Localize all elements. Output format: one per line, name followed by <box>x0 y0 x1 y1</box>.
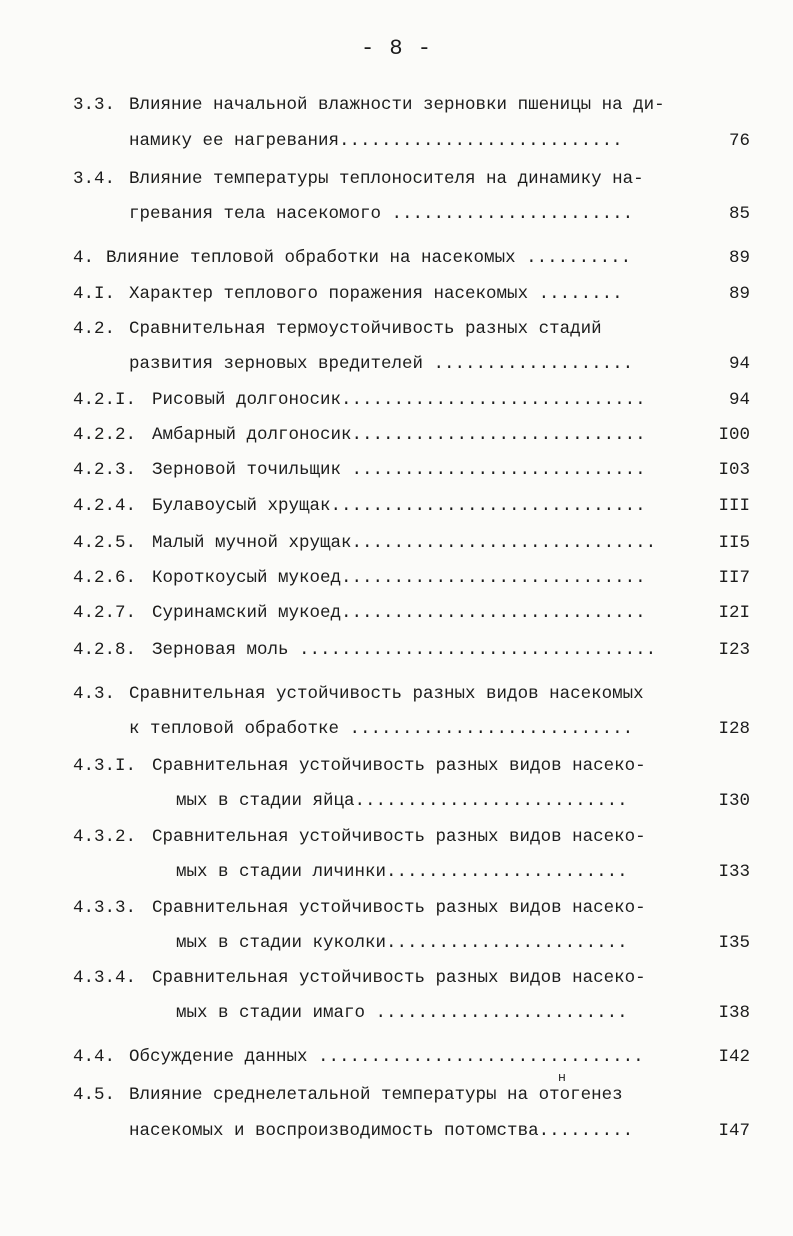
page-number: - 8 - <box>360 36 432 61</box>
toc-page-number: I35 <box>718 933 750 953</box>
toc-entry-title: Малый мучной хрущак............................. <box>152 533 657 553</box>
toc-entry-title-cont: намику ее нагревания........................... <box>129 131 623 151</box>
toc-entry-title: Сравнительная термоустойчивость разных стадий <box>129 319 602 339</box>
toc-entry-title-cont: мых в стадии имаго ........................ <box>176 1003 628 1023</box>
toc-entry-title: Сравнительная устойчивость разных видов насеко- <box>152 898 646 918</box>
toc-entry-title: Амбарный долгоносик............................ <box>152 425 646 445</box>
toc-page-number: 89 <box>728 284 750 304</box>
toc-entry-title-cont: развития зерновых вредителей ................... <box>129 354 634 374</box>
toc-page-number: I23 <box>718 640 750 660</box>
toc-entry-number: 4.2.6. <box>73 568 137 588</box>
toc-entry-number: 4.4. <box>73 1047 116 1067</box>
toc-entry-title: Сравнительная устойчивость разных видов насеко- <box>152 968 646 988</box>
toc-entry-title: Характер теплового поражения насекомых ........ <box>129 284 623 304</box>
toc-entry-title: Рисовый долгоносик............................. <box>152 390 646 410</box>
toc-entry-title-cont: мых в стадии личинки....................... <box>176 862 628 882</box>
toc-page-number: I47 <box>718 1121 750 1141</box>
toc-entry-title: Короткоусый мукоед............................. <box>152 568 646 588</box>
toc-entry-number: 4.2.5. <box>73 533 137 553</box>
toc-entry-number: 4. <box>73 248 95 268</box>
toc-page-number: III <box>718 496 750 516</box>
toc-entry-title: Зерновой точильщик ............................ <box>152 460 646 480</box>
toc-entry-title: Влияние тепловой обработки на насекомых .......... <box>106 248 632 268</box>
toc-page-number: 89 <box>728 248 750 268</box>
toc-entry-number: 4.3.3. <box>73 898 137 918</box>
toc-page-number: I38 <box>718 1003 750 1023</box>
toc-entry-title: Обсуждение данных ............................... <box>129 1047 644 1067</box>
toc-entry-number: 4.2.7. <box>73 603 137 623</box>
toc-entry-number: 3.3. <box>73 95 116 115</box>
toc-entry-number: 4.5. <box>73 1085 116 1105</box>
toc-entry-title-cont: мых в стадии яйца.......................... <box>176 791 628 811</box>
toc-entry-title-cont: гревания тела насекомого ....................... <box>129 204 634 224</box>
toc-page-number: I42 <box>718 1047 750 1067</box>
toc-entry-title: Суринамский мукоед............................. <box>152 603 646 623</box>
toc-page-number: 85 <box>728 204 750 224</box>
toc-entry-title: Влияние начальной влажности зерновки пшеницы на ди- <box>129 95 665 115</box>
toc-entry-title: Сравнительная устойчивость разных видов насеко- <box>152 827 646 847</box>
toc-page-number: I03 <box>718 460 750 480</box>
toc-entry-title: Зерновая моль .................................. <box>152 640 657 660</box>
toc-page-number: I00 <box>718 425 750 445</box>
toc-entry-title: Булавоусый хрущак.............................. <box>152 496 646 516</box>
toc-entry-title-cont: мых в стадии куколки....................... <box>176 933 628 953</box>
toc-page-number: II5 <box>718 533 750 553</box>
toc-entry-title: Сравнительная устойчивость разных видов насеко- <box>152 756 646 776</box>
toc-entry-number: 4.2.2. <box>73 425 137 445</box>
toc-entry-number: 4.3.I. <box>73 756 137 776</box>
toc-page-number: 76 <box>728 131 750 151</box>
toc-entry-title: Сравнительная устойчивость разных видов насекомых <box>129 684 644 704</box>
toc-entry-number: 4.2.3. <box>73 460 137 480</box>
toc-entry-title: Влияние среднелетальной температуры на отогенез <box>129 1085 623 1105</box>
toc-entry-number: 4.2. <box>73 319 116 339</box>
toc-entry-number: 4.3.2. <box>73 827 137 847</box>
toc-entry-number: 3.4. <box>73 169 116 189</box>
toc-page-number: I33 <box>718 862 750 882</box>
toc-page-number: 94 <box>728 390 750 410</box>
toc-entry-number: 4.3. <box>73 684 116 704</box>
toc-entry-title-cont: насекомых и воспроизводимость потомства......... <box>129 1121 634 1141</box>
handwritten-insertion-mark: н <box>558 1070 566 1084</box>
toc-page-number: I28 <box>718 719 750 739</box>
toc-entry-number: 4.2.I. <box>73 390 137 410</box>
toc-page-number: I2I <box>718 603 750 623</box>
toc-page-number: 94 <box>728 354 750 374</box>
toc-entry-number: 4.2.4. <box>73 496 137 516</box>
toc-entry-number: 4.2.8. <box>73 640 137 660</box>
toc-entry-title-cont: к тепловой обработке ........................... <box>129 719 634 739</box>
toc-page-number: II7 <box>718 568 750 588</box>
toc-entry-number: 4.I. <box>73 284 116 304</box>
toc-page-number: I30 <box>718 791 750 811</box>
toc-entry-title: Влияние температуры теплоносителя на динамику на- <box>129 169 644 189</box>
toc-entry-number: 4.3.4. <box>73 968 137 988</box>
